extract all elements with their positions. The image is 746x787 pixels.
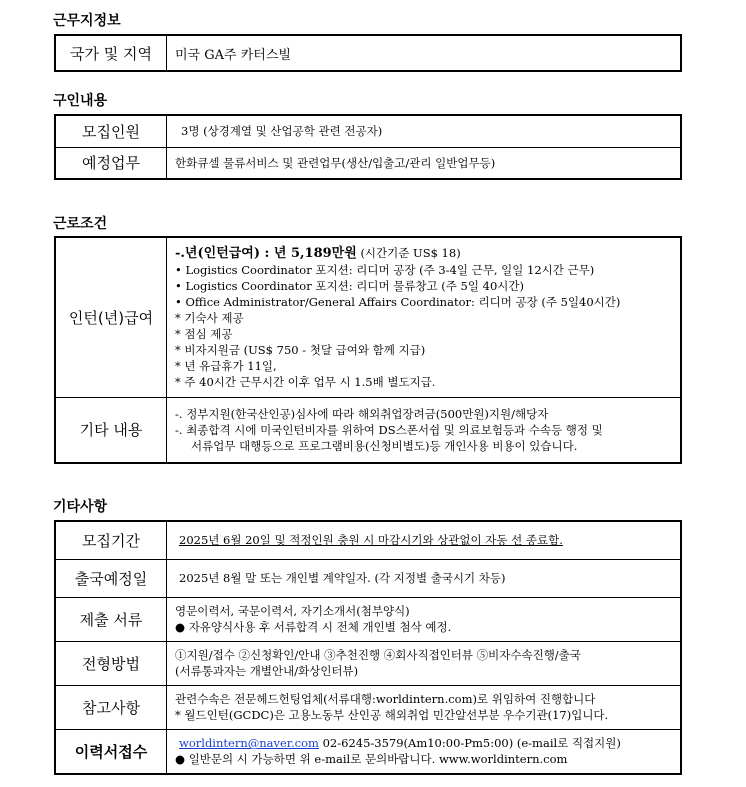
process-details (167, 641, 682, 685)
docs-line: 영문이력서, 국문이력서, 자기소개서(첨부양식) (175, 604, 410, 618)
job-table (54, 114, 682, 180)
departure-value: 2025년 8월 말 또는 개인별 계약일자. (각 지정별 출국시기 차등) (167, 559, 682, 597)
section-title-job: 구인내용 (53, 93, 108, 109)
process-line: (서류통과자는 개별안내/화상인터뷰) (175, 664, 359, 678)
conditions-table (54, 236, 682, 464)
salary-line: • Office Administrator/General Affairs Coordinator: 리디머 공장 (주 5일40시간) (175, 294, 621, 309)
salary-line: • Logistics Coordinator 포지션: 리디머 물류창고 (주 5일 40시간) (175, 278, 524, 293)
process-line: ①지원/접수 ②신청확인/안내 ③추천진행 ④회사직접인터뷰 ⑤비자수속진행/출국 (175, 648, 581, 662)
misc-table (54, 520, 682, 775)
process-label: 전형방법 (55, 641, 167, 685)
salary-hourly-note: (시간기준 US$ 18) (360, 245, 461, 260)
country-value: 미국 GA주 카터스빌 (167, 35, 682, 71)
headcount-label: 모집인원 (55, 115, 167, 147)
country-label: 국가 및 지역 (55, 35, 167, 71)
period-label: 모집기간 (55, 521, 167, 559)
ref-line: * 월드인턴(GCDC)은 고용노동부 산인공 해외취업 민간알선부분 우수기관(17)입니다. (175, 708, 609, 722)
docs-label: 제출 서류 (55, 597, 167, 641)
apply-details (167, 729, 682, 774)
duties-value: 한화큐셀 물류서비스 및 관련업무(생산/입출고/관리 일반업무등) (167, 147, 682, 179)
salary-details (167, 237, 682, 397)
apply-label: 이력서접수 (55, 729, 167, 774)
salary-line: * 기숙사 제공 (175, 310, 244, 325)
ref-details (167, 685, 682, 729)
salary-line: * 년 유급휴가 11일, (175, 358, 277, 373)
apply-email-link[interactable]: worldintern@naver.com (179, 736, 319, 751)
ref-label: 참고사항 (55, 685, 167, 729)
other-label: 기타 내용 (55, 397, 167, 463)
apply-contact: 02-6245-3579(Am10:00-Pm5:00) (e-mail로 직접지원) (318, 736, 621, 751)
docs-details (167, 597, 682, 641)
other-line: -. 최종합격 시에 미국인턴비자를 위하여 DS스폰서쉽 및 의료보험등과 수속등 행정 및 (175, 422, 603, 437)
salary-line: • Logistics Coordinator 포지션: 리디머 공장 (주 3-4일 근무, 일일 12시간 근무) (175, 262, 595, 277)
other-line: 서류업무 대행등으로 프로그램비용(신청비별도)등 개인사용 비용이 있습니다. (191, 438, 578, 453)
section-title-work-info: 근무지정보 (53, 13, 121, 29)
section-title-conditions: 근로조건 (53, 216, 108, 232)
section-title-misc: 기타사항 (53, 499, 108, 515)
departure-label: 출국예정일 (55, 559, 167, 597)
duties-label: 예정업무 (55, 147, 167, 179)
salary-line: * 비자지원금 (US$ 750 - 첫달 급여와 함께 지급) (175, 342, 426, 357)
headcount-value: 3명 (상경계열 및 산업공학 관련 전공자) (167, 115, 682, 147)
salary-line: * 주 40시간 근무시간 이후 업무 시 1.5배 별도지급. (175, 374, 436, 389)
work-info-table (54, 34, 682, 72)
apply-note: ● 일반문의 시 가능하면 위 e-mail로 문의바랍니다. www.worldintern.com (175, 752, 568, 767)
salary-label: 인턴(년)급여 (55, 237, 167, 397)
period-value: 2025년 6월 20일 및 적정인원 충원 시 마감시기와 상관없이 자동 선 종료함. (179, 533, 563, 548)
salary-line: * 점심 제공 (175, 326, 233, 341)
other-details (167, 397, 682, 463)
salary-headline: -.년(인턴급여) : 년 5,189만원 (175, 245, 357, 261)
other-line: -. 정부지원(한국산인공)심사에 따라 해외취업장려금(500만원)지원/해당자 (175, 406, 549, 421)
docs-line: ● 자유양식사용 후 서류합격 시 전체 개인별 첨삭 예정. (175, 620, 452, 634)
ref-line: 관련수속은 전문헤드헌팅업체(서류대행:worldintern.com)로 위임하여 진행합니다 (175, 692, 596, 706)
